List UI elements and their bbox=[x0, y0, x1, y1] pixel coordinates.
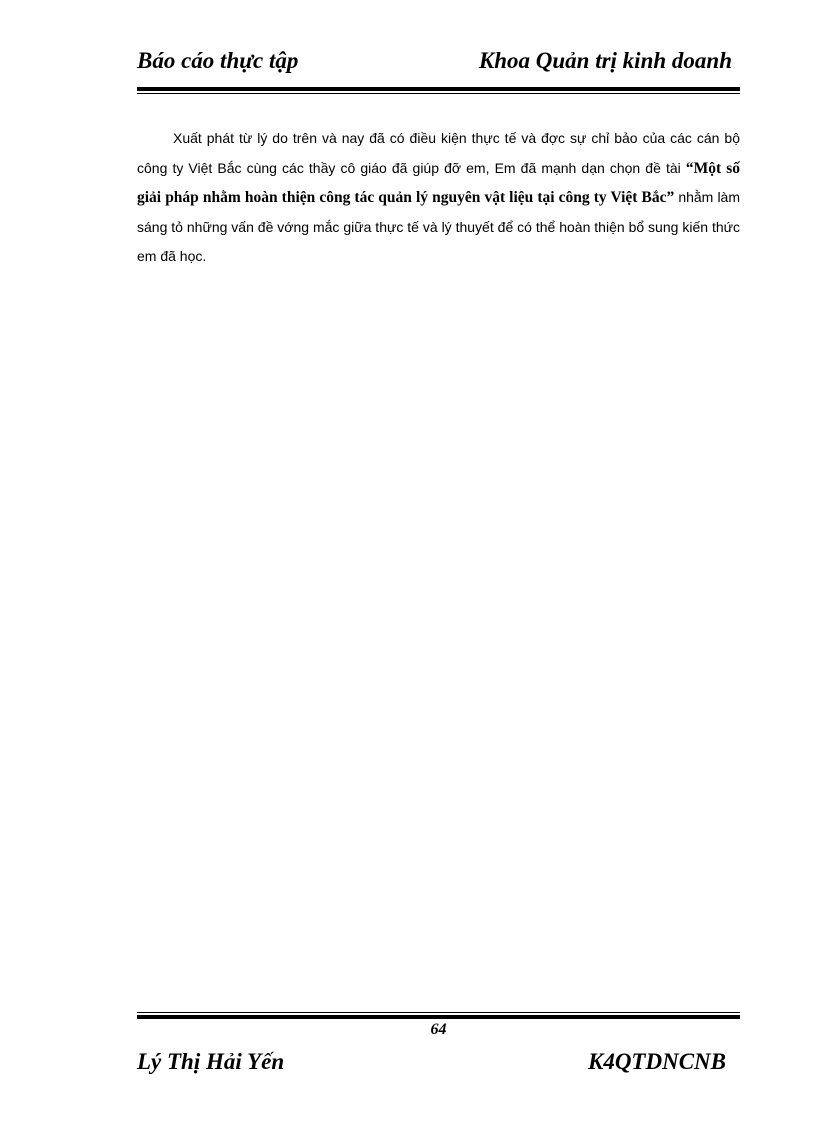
header-rule-thick bbox=[137, 87, 740, 91]
page-number: 64 bbox=[430, 1021, 447, 1038]
footer-rule-thick bbox=[137, 1015, 740, 1019]
body-paragraph bbox=[137, 124, 740, 272]
thesis-topic: “Một số giải pháp nhằm hoàn thiện công tác quản lý nguyên vật liệu tại công ty Việt Bắc” bbox=[137, 159, 740, 206]
paragraph-text-end: nhằm làm sáng tỏ những vấn đề vớng mắc giữa thực tế và lý thuyết để có thể hoàn thiện bổ sung kiến thức em đã học. bbox=[137, 189, 741, 264]
report-title: Báo cáo thực tập bbox=[137, 48, 299, 73]
page-header bbox=[137, 48, 740, 82]
footer-rule-thin bbox=[137, 1012, 740, 1013]
class-code: K4QTDNCNB bbox=[587, 1049, 726, 1074]
faculty-name: Khoa Quản trị kinh doanh bbox=[478, 48, 732, 73]
header-rule-thin bbox=[137, 93, 740, 94]
author-name: Lý Thị Hải Yến bbox=[137, 1049, 285, 1074]
paragraph-text-start: Xuất phát từ lý do trên và nay đã có điều kiện thực tế và đợc sự chỉ bảo của các cán bộ công ty Việt Bắc cùng các thầy cô giáo đã giúp đỡ em, Em đã mạnh dạn chọn đề tài bbox=[137, 130, 740, 176]
